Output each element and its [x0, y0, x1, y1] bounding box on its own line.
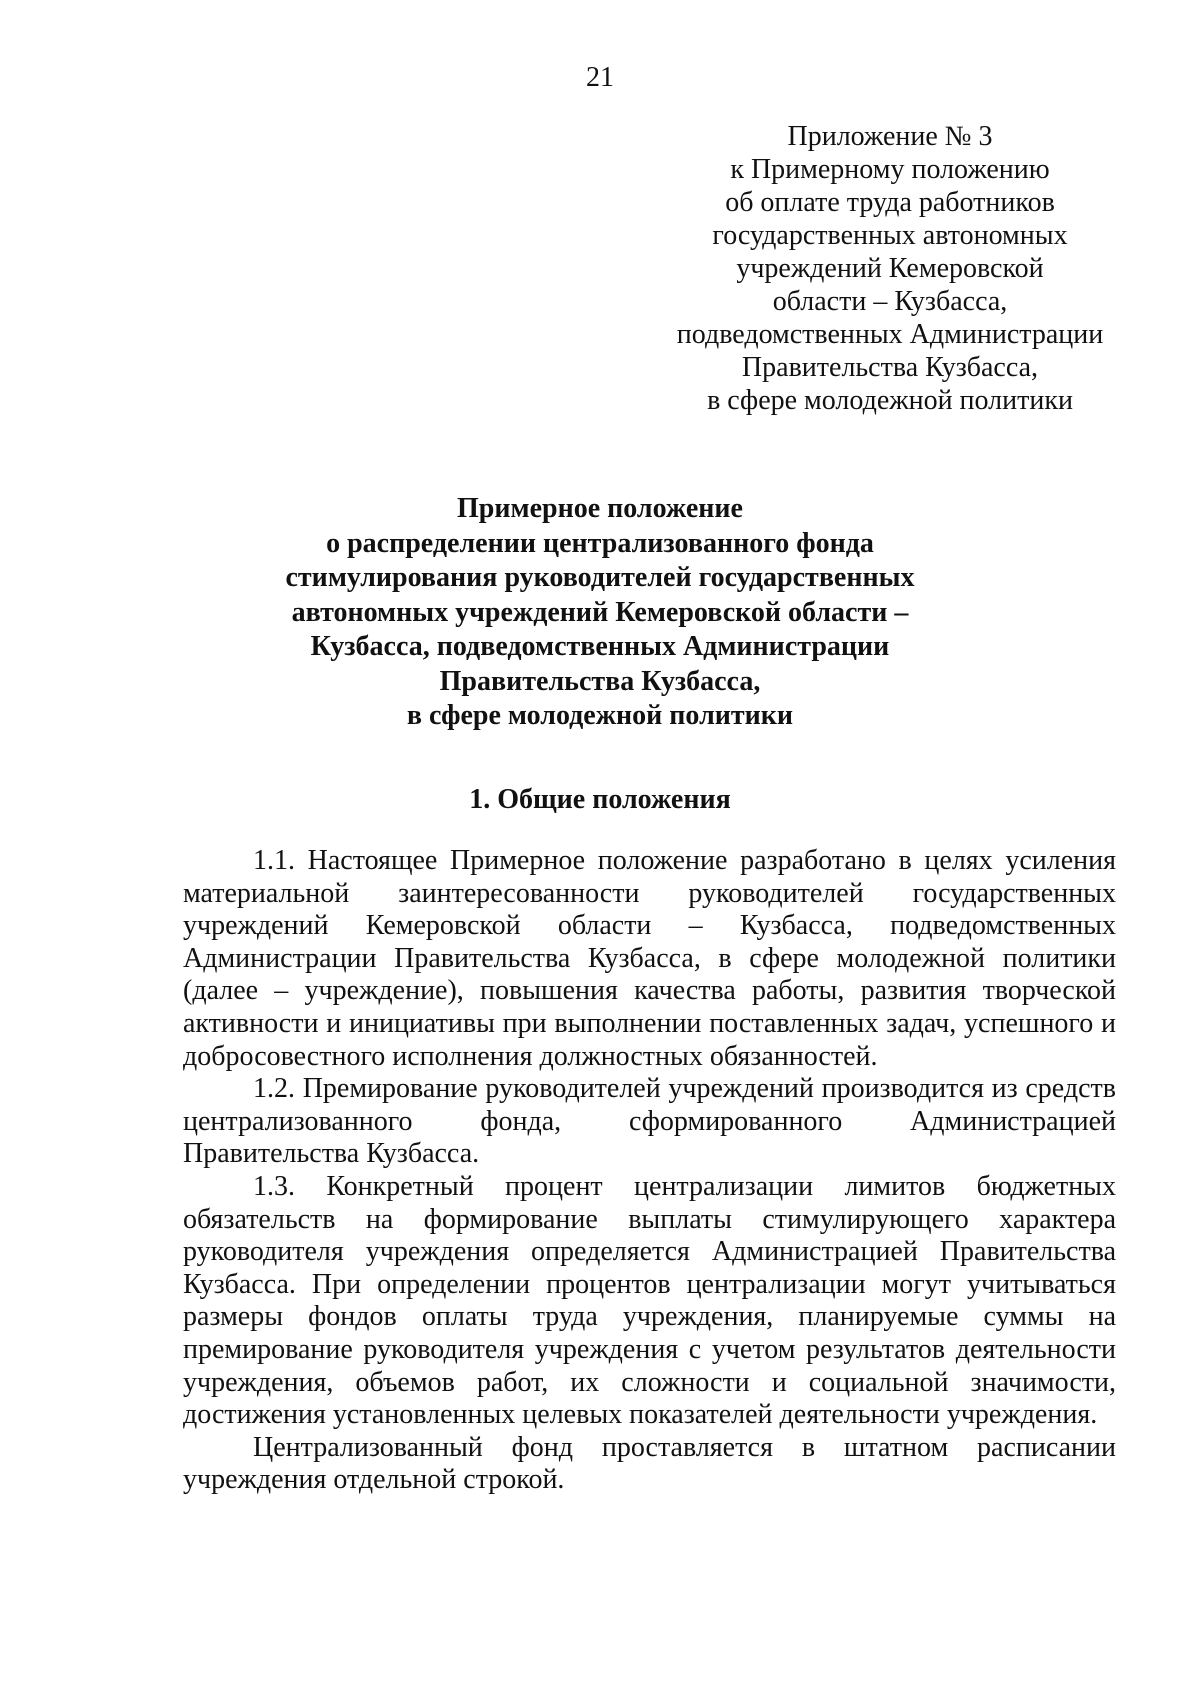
title-line: о распределении централизованного фонда: [326, 527, 874, 559]
appendix-line: учреждений Кемеровской: [736, 253, 1044, 284]
title-line: в сфере молодежной политики: [406, 700, 794, 731]
page-number: 21: [586, 62, 614, 93]
title-line: Примерное положение: [457, 493, 743, 524]
body-text: [183, 845, 1116, 1497]
paragraph-1-2: 1.2. Премирование руководителей учреждений производится из средств централизованного фонда, сформированного Администрацией Правительства Кузбасса.: [183, 1073, 1116, 1170]
appendix-line: Правительства Кузбасса,: [741, 352, 1039, 383]
appendix-line: в сфере молодежной политики: [707, 385, 1073, 416]
paragraph-1-1: 1.1. Настоящее Примерное положение разработано в целях усиления материальной заинтересованности руководителей государственных учреждений Кемеровской области – Кузбасса, подведомственных Администрации Правительства Кузбасса, в сфере молодежной политики (далее – учреждение), повышения качества работы, развития творческой активности и инициативы при выполнении поставленных задач, успешного и добросовестного исполнения должностных обязанностей.: [183, 845, 1116, 1072]
appendix-line: Приложение № 3: [787, 121, 993, 152]
appendix-line: подведомственных Администрации: [676, 319, 1104, 350]
section-heading: 1. Общие положения: [469, 784, 731, 815]
title-line: Правительства Кузбасса,: [439, 665, 761, 697]
title-line: автономных учреждений Кемеровской области –: [291, 596, 909, 628]
title-line: стимулирования руководителей государственных: [285, 562, 915, 593]
document-title: [180, 492, 1020, 734]
title-line: Кузбасса, подведомственных Администрации: [310, 631, 890, 662]
appendix-line: об оплате труда работников: [725, 187, 1055, 218]
paragraph-1-3: 1.3. Конкретный процент централизации лимитов бюджетных обязательств на формирование выплаты стимулирующего характера руководителя учреждения определяется Администрацией Правительства Кузбасса. При определении процентов централизации могут учитываться размеры фондов оплаты труда учреждения, планируемые суммы на премирование руководителя учреждения с учетом результатов деятельности учреждения, объемов работ, их сложности и социальной значимости, достижения установленных целевых показателей деятельности учреждения.: [183, 1170, 1116, 1431]
appendix-line: государственных автономных: [712, 220, 1068, 251]
paragraph-centralized-fund: Централизованный фонд проставляется в штатном расписании учреждения отдельной строкой.: [183, 1431, 1116, 1496]
appendix-header: [660, 120, 1120, 417]
appendix-line: к Примерному положению: [730, 154, 1050, 185]
appendix-line: области – Кузбасса,: [772, 286, 1008, 317]
